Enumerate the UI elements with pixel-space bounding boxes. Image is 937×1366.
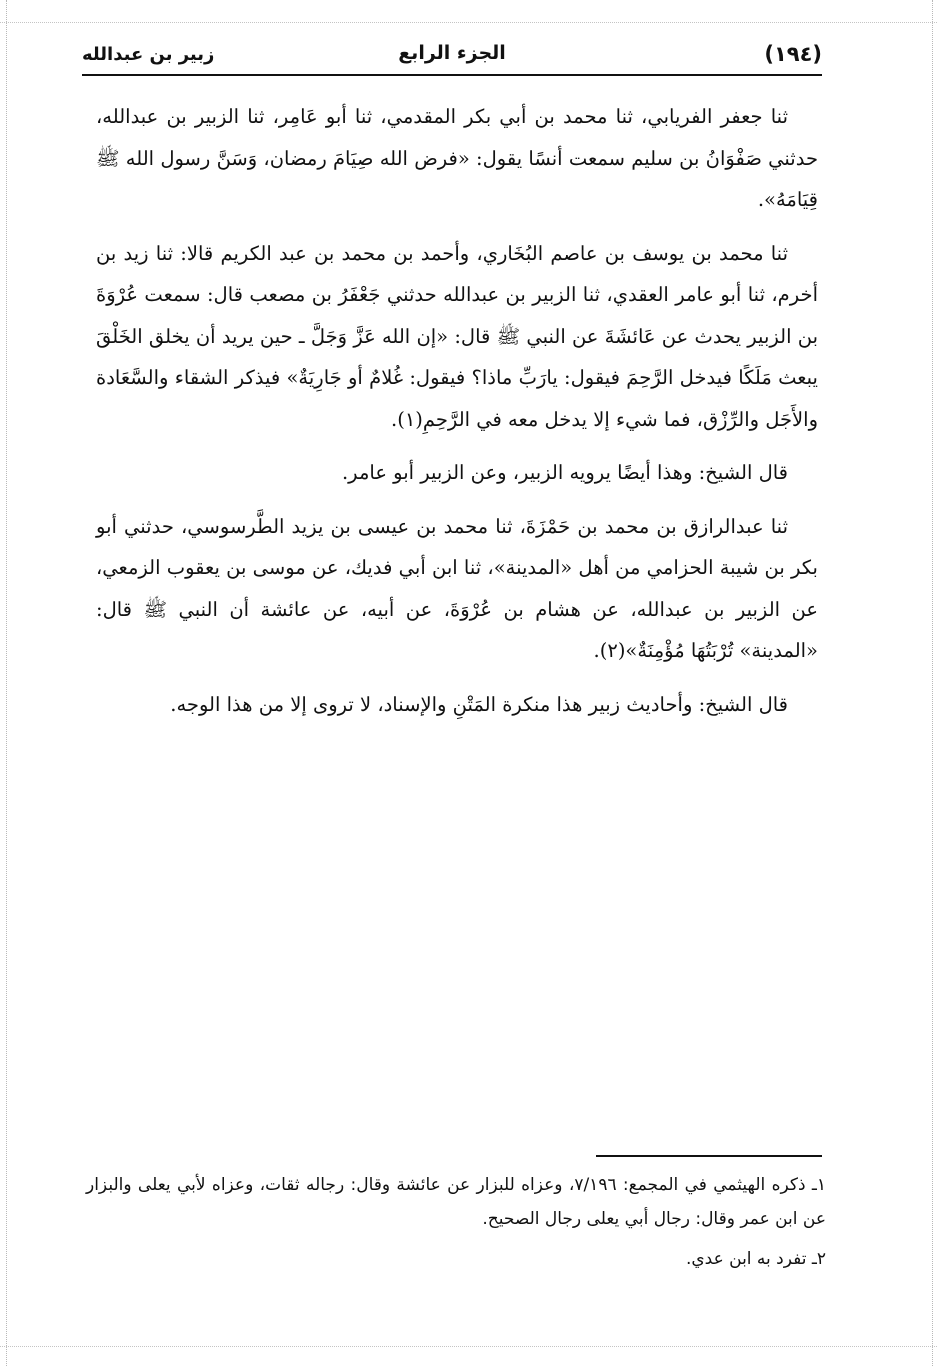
page-header <box>82 36 822 76</box>
paragraph-sheikh-note-1: قال الشيخ: وهذا أيضًا يرويه الزبير، وعن الزبير أبو عامر. <box>341 461 788 484</box>
paragraph-hadith-2: ثنا محمد بن يوسف بن عاصم البُخَاري، وأحمد بن محمد بن عبد الكريم قالا: ثنا زيد بن أخرم، ثنا أبو عامر العقدي، ثنا الزبير بن عبدالله حدثني جَعْفَرُ بن مصعب قال: سمعت عُرْوَةَ بن الزبير يحدث عن عَائشَةَ عن النبي ﷺ قال: «إن الله عَزَّ وَجَلَّ ـ حين يريد أن يخلق الخَلْقَ يبعث مَلَكًا فيدخل الرَّحِمَ فيقول: يارَبِّ ماذا؟ فيقول: غُلامٌ أو جَارِيَةٌ» فيذكر الشقاء والسَّعَادة والأَجَل والرِّزْق، فما شيء إلا يدخل معه في الرَّحِمِ(١). <box>96 241 818 431</box>
paragraph-hadith-3: ثنا عبدالرازق بن محمد بن حَمْزَةَ، ثنا محمد بن عيسى بن يزيد الطَّرسوسي، حدثني أبو بكر بن شيبة الحزامي من أهل «المدينة»، ثنا ابن أبي فديك، عن موسى بن يعقوب الزمعي، عن الزبير بن عبدالله، عن هشام بن عُرْوَةَ، عن أبيه، عن عائشة أن النبي ﷺ قال: «المدينة» تُرْبَتُهَا مُؤْمِنَةٌ»(٢). <box>96 514 818 662</box>
part-title: الجزء الرابع <box>398 42 506 64</box>
footnote-2: ٢ـ تفرد به ابن عدي. <box>685 1249 826 1269</box>
scan-guide-line <box>6 0 7 1366</box>
footnote-1: ١ـ ذكره الهيثمي في المجمع: ٧/١٩٦، وعزاه للبزار عن عائشة وقال: رجاله ثقات، وعزاه لأبي يعلى والبزار عن ابن عمر وقال: رجال أبي يعلى رجال الصحيح. <box>86 1175 826 1229</box>
footnotes <box>86 1168 826 1282</box>
page-number: (١٩٤) <box>764 42 822 66</box>
paragraph-sheikh-note-2: قال الشيخ: وأحاديث زبير هذا منكرة المَتْنِ والإسناد، لا تروى إلا من هذا الوجه. <box>170 692 788 716</box>
footnote-separator <box>596 1155 822 1157</box>
scan-guide-line <box>932 0 933 1366</box>
paragraph-hadith-1: ثنا جعفر الفريابي، ثنا محمد بن أبي بكر المقدمي، ثنا أبو عَامِر، ثنا الزبير بن عبدالله، حدثني صَفْوَانُ بن سليم سمعت أنسًا يقول: «فرض الله صِيَامَ رمضان، وَسَنَّ رسول الله ﷺ قِيَامَهُ». <box>96 105 818 211</box>
main-text <box>96 96 818 737</box>
header-rule <box>82 74 822 76</box>
scan-guide-line <box>0 22 937 23</box>
scan-guide-line <box>0 1346 937 1347</box>
running-title: زبير بن عبدالله <box>82 44 215 65</box>
